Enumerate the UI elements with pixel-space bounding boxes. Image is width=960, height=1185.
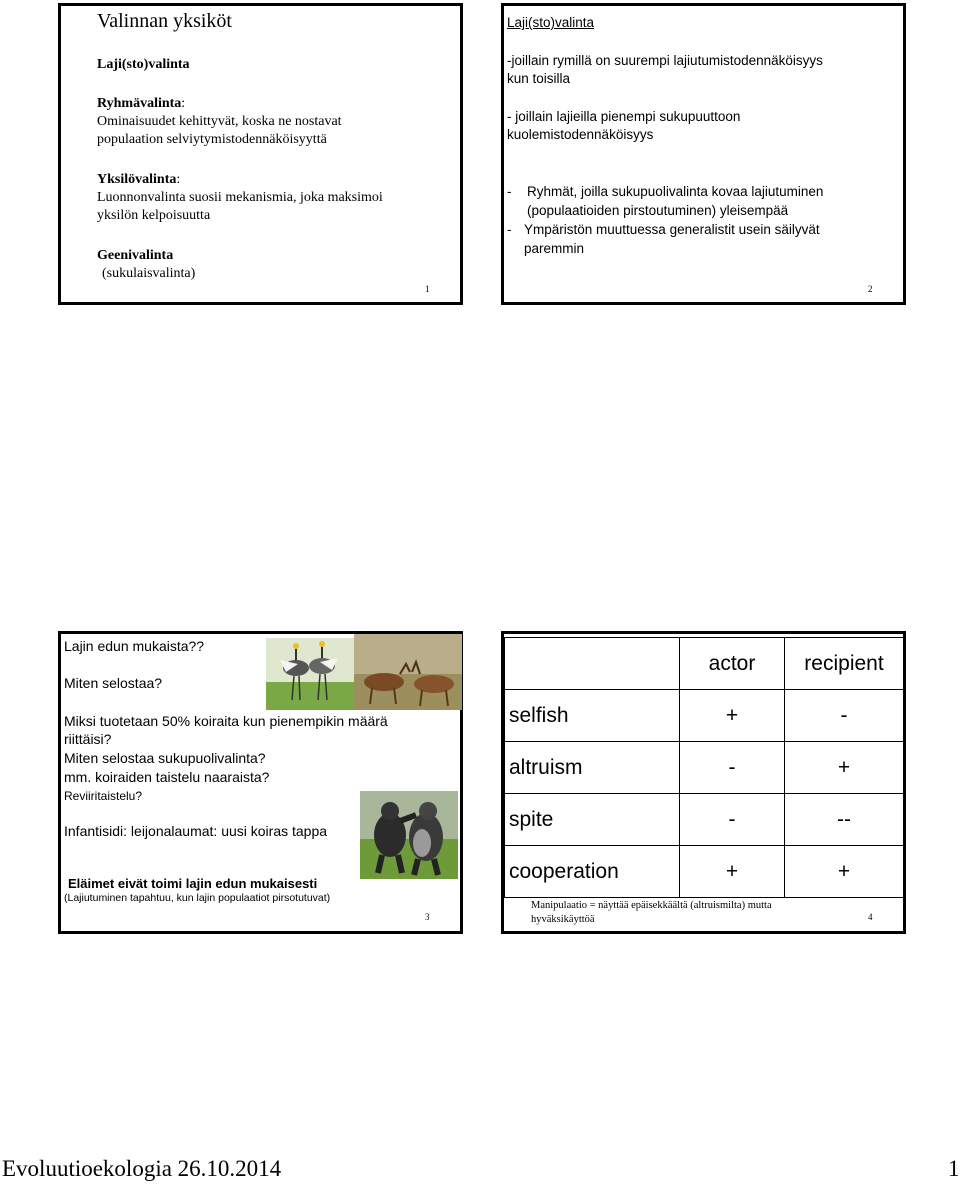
actor-cell: + (680, 846, 785, 898)
question-species-benefit: Lajin edun mukaista?? (64, 638, 205, 654)
species-selection-heading: Laji(sto)valinta (97, 57, 190, 72)
kin-selection-note: (sukulaisvalinta) (102, 266, 196, 281)
slide-title: Valinnan yksiköt (97, 10, 232, 32)
fighting-deer-photo (354, 634, 462, 710)
page-number: 3 (425, 912, 430, 922)
bullet-1-line-2: (populaatioiden pirstoutuminen) yleisempää (527, 203, 789, 218)
paragraph-1-line-1: -joillain rymillä on suurempi lajiutumistodennäköisyys (507, 53, 823, 68)
conclusion-heading: Eläimet eivät toimi lajin edun mukaisesti (68, 876, 318, 891)
gene-selection-label: Geenivalinta (97, 248, 174, 263)
table-row (505, 742, 904, 794)
question-sex-ratio-line-2: riittäisi? (64, 731, 112, 747)
question-explain: Miten selostaa? (64, 675, 163, 691)
page-number: 2 (868, 284, 873, 294)
individual-selection-heading (97, 171, 180, 189)
slide-3 (58, 631, 463, 934)
question-infanticide: Infantisidi: leijonalaumat: uusi koiras tappa (64, 823, 328, 839)
slide-4 (501, 631, 906, 934)
footer-title: Evoluutioekologia 26.10.2014 (2, 1156, 282, 1181)
recipient-cell: - (785, 690, 904, 742)
recipient-cell: -- (785, 794, 904, 846)
actor-cell: - (680, 794, 785, 846)
bullet-dash: - (507, 184, 512, 199)
table-corner-cell (505, 638, 680, 690)
question-territory: Reviiritaistelu? (64, 789, 143, 803)
individual-selection-label: Yksilövalinta (97, 172, 177, 187)
conclusion-note: (Lajiutuminen tapahtuu, kun lajin populaatiot pirsotutuvat) (64, 892, 331, 904)
footer-page-number: 1 (948, 1156, 960, 1181)
page-number: 4 (868, 912, 873, 922)
actor-cell: + (680, 690, 785, 742)
actor-recipient-table (504, 637, 904, 898)
group-selection-colon: : (181, 96, 186, 111)
slide-heading: Laji(sto)valinta (507, 15, 595, 30)
group-selection-line-1: Ominaisuudet kehittyvät, koska ne nostavat (97, 114, 342, 129)
interaction-label-cell: selfish (505, 690, 680, 742)
paragraph-2-line-1: - joillain lajieilla pienempi sukupuuttoon (507, 109, 741, 124)
group-selection-label: Ryhmävalinta (97, 96, 182, 111)
recipient-cell: + (785, 846, 904, 898)
individual-selection-line-1: Luonnonvalinta suosii mekanismia, joka maksimoi (97, 190, 383, 205)
bullet-1-line-1: Ryhmät, joilla sukupuolivalinta kovaa lajiutuminen (527, 184, 824, 199)
individual-selection-line-2: yksilön kelpoisuutta (97, 208, 211, 223)
page-number: 1 (425, 284, 430, 294)
table-row (505, 794, 904, 846)
slide-2 (501, 3, 906, 305)
question-sex-ratio-line-1: Miksi tuotetaan 50% koiraita kun pienempikin määrä (64, 713, 388, 729)
fighting-gorillas-photo (360, 791, 458, 879)
slide-1 (58, 3, 463, 305)
table-row (505, 846, 904, 898)
interaction-label-cell: cooperation (505, 846, 680, 898)
paragraph-2-line-2: kuolemistodennäköisyys (507, 127, 654, 142)
individual-selection-colon: : (176, 172, 181, 187)
paragraph-1-line-2: kun toisilla (507, 71, 571, 86)
crowned-cranes-photo (266, 638, 354, 710)
table-row (505, 690, 904, 742)
group-selection-line-2: populaation selviytymistodennäköisyyttä (97, 132, 327, 147)
interaction-label-cell: spite (505, 794, 680, 846)
actor-cell: - (680, 742, 785, 794)
manipulation-note-line-2: hyväksikäyttöä (531, 914, 595, 925)
manipulation-note-line-1: Manipulaatio = näyttää epäisekkäältä (altruismilta) mutta (531, 900, 772, 911)
interaction-label-cell: altruism (505, 742, 680, 794)
bullet-2-line-2: paremmin (524, 241, 585, 256)
question-sexual-selection: Miten selostaa sukupuolivalinta? (64, 750, 266, 766)
question-male-fights: mm. koiraiden taistelu naaraista? (64, 769, 270, 785)
bullet-2-line-1: Ympäristön muuttuessa generalistit usein säilyvät (524, 222, 820, 237)
group-selection-heading (97, 95, 185, 113)
table-header-row (505, 638, 904, 690)
recipient-cell: + (785, 742, 904, 794)
bullet-dash: - (507, 222, 512, 237)
actor-cell: actor (680, 638, 785, 690)
recipient-cell: recipient (785, 638, 904, 690)
